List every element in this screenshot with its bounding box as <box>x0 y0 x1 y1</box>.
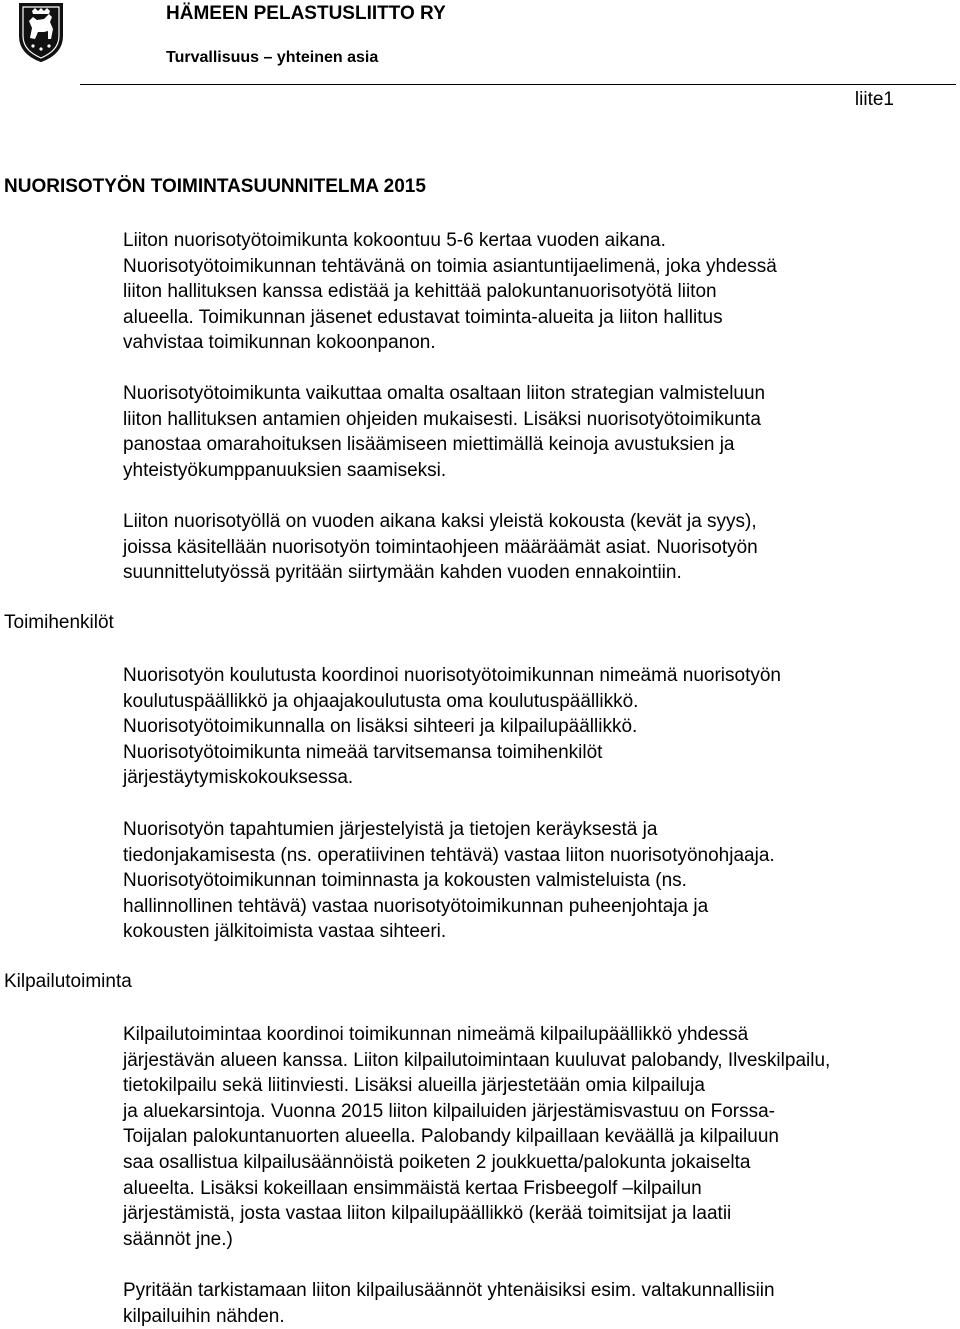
paragraph-committee-meetings: Liiton nuorisotyötoimikunta kokoontuu 5-6 kertaa vuoden aikana. Nuorisotyötoimikunnan tehtävänä on toimia asiantuntijaelimenä, joka yhdessä liiton hallituksen kanssa edistää ja kehittää palokuntanuorisotyötä liiton alueella. Toimikunnan jäsenet edustavat toiminta-alueita ja liiton hallitus vahvistaa toimikunnan kokoonpanon. <box>123 230 777 354</box>
header-divider <box>80 84 956 85</box>
coat-of-arms-logo <box>18 2 64 62</box>
section-label-competitions: Kilpailutoiminta <box>4 971 132 992</box>
document-title: NUORISOTYÖN TOIMINTASUUNNITELMA 2015 <box>4 176 426 197</box>
paragraph-competition-rules: Pyritään tarkistamaan liiton kilpailusäännöt yhtenäisiksi esim. valtakunnallisiin kilpailuihin nähden. <box>123 1280 775 1327</box>
paragraph-strategy: Nuorisotyötoimikunta vaikuttaa omalta osaltaan liiton strategian valmisteluun liiton hallituksen antamien ohjeiden mukaisesti. Lisäksi nuorisotyötoimikunta panostaa omarahoituksen lisäämiseen miettimällä keinoja avustuksien ja yhteistyökumppanuuksien saamiseksi. <box>123 383 766 481</box>
section-label-staff: Toimihenkilöt <box>4 612 114 633</box>
paragraph-responsibilities: Nuorisotyön tapahtumien järjestelyistä ja tietojen keräyksestä ja tiedonjakamisesta (ns. operatiivinen tehtävä) vastaa liiton nuorisotyönohjaaja. Nuorisotyötoimikunnan toiminnasta ja kokousten valmisteluista (ns. hallinnollinen tehtävä) vastaa nuorisotyötoimikunnan puheenjohtaja ja kokousten jälkitoimista vastaa sihteeri. <box>123 819 775 943</box>
paragraph-competition-activities: Kilpailutoimintaa koordinoi toimikunnan nimeämä kilpailupäällikkö yhdessä järjestävän alueen kanssa. Liiton kilpailutoimintaan kuuluvat palobandy, Ilveskilpailu, tietokilpailu sekä liitinviesti. Lisäksi alueilla järjestetään omia kilpailuja ja aluekarsintoja. Vuonna 2015 liiton kilpailuiden järjestämisvastuu on Forssa- Toijalan palokuntanuorten alueella. Palobandy kilpaillaan keväällä ja kilpailuun saa osallistua kilpailusäännöistä poiketen 2 joukkuetta/palokunta jokaiselta alueelta. Lisäksi kokeillaan ensimmäistä kertaa Frisbeegolf –kilpailun järjestämistä, josta vastaa liiton kilpailupäällikkö (kerää toimitsijat ja laatii säännöt jne.) <box>123 1024 831 1250</box>
paragraph-general-meetings: Liiton nuorisotyöllä on vuoden aikana kaksi yleistä kokousta (kevät ja syys), joissa käsitellään nuorisotyön toimintaohjeen määräämät asiat. Nuorisotyön suunnittelutyössä pyritään siirtymään kahden vuoden ennakointiin. <box>123 511 758 584</box>
appendix-label: liite1 <box>854 89 894 110</box>
organization-name: HÄMEEN PELASTUSLIITTO RY <box>166 3 446 24</box>
paragraph-training: Nuorisotyön koulutusta koordinoi nuorisotyötoimikunnan nimeämä nuorisotyön koulutuspäällikkö ja ohjaajakoulutusta oma koulutuspäällikkö. Nuorisotyötoimikunnalla on lisäksi sihteeri ja kilpailupäällikkö. Nuorisotyötoimikunta nimeää tarvitsemansa toimihenkilöt järjestäytymiskokouksessa. <box>123 665 781 789</box>
organization-tagline: Turvallisuus – yhteinen asia <box>166 49 379 66</box>
